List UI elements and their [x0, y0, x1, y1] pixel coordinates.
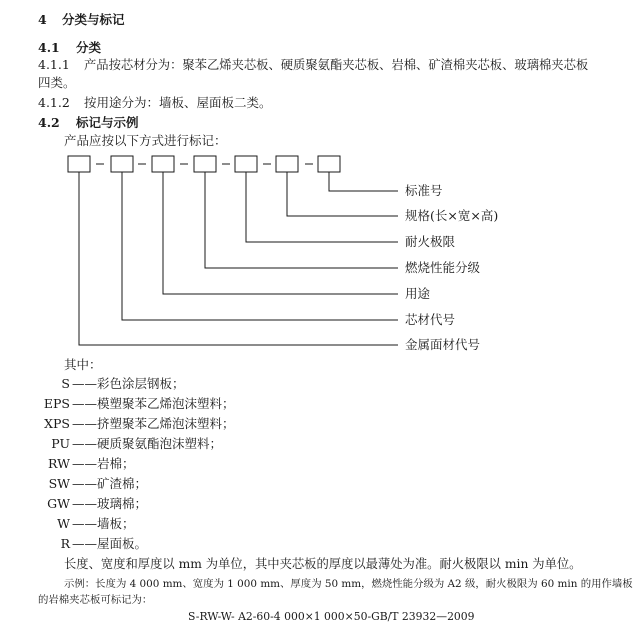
clause-4-1-2-text: 按用途分为：墙板、屋面板二类。	[84, 95, 272, 110]
mark-box-6	[276, 156, 298, 172]
subsection-4-2-number: 4.2	[38, 115, 60, 130]
code-term: XPS	[44, 416, 70, 431]
code-term: EPS	[43, 396, 70, 411]
code-description: ——模塑聚苯乙烯泡沫塑料；	[72, 396, 235, 411]
code-description: ——硬质聚氨酯泡沫塑料；	[72, 436, 223, 451]
label-metal-code: 金属面材代号	[405, 337, 481, 352]
where-label: 其中：	[64, 357, 102, 372]
mark-box-3	[152, 156, 174, 172]
section-title: 分类与标记	[62, 12, 125, 27]
clause-4-1-1-line2: 四类。	[38, 75, 76, 90]
example-line-1: 示例：长度为 4 000 mm、宽度为 1 000 mm、厚度为 50 mm，燃烧性能分级为 A2 级，耐火极限为 60 min 的用作墙板	[64, 578, 633, 590]
leader-combustion	[205, 172, 398, 268]
mark-box-4	[194, 156, 216, 172]
code-term: W	[57, 516, 70, 531]
example-line-2: 的岩棉夹芯板可标记为：	[38, 594, 153, 606]
code-term: S	[61, 376, 70, 391]
leader-usage	[163, 172, 398, 294]
code-description: ——彩色涂层钢板；	[72, 376, 185, 391]
marking-intro: 产品应按以下方式进行标记：	[64, 133, 227, 148]
code-description: ——屋面板。	[72, 536, 148, 551]
units-note: 长度、宽度和厚度以 mm 为单位，其中夹芯板的厚度以最薄处为准。耐火极限以 min 为单位。	[64, 557, 582, 571]
label-fire-resistance: 耐火极限	[405, 234, 456, 249]
mark-box-2	[111, 156, 133, 172]
code-description: ——墙板；	[72, 516, 135, 531]
clause-4-1-2-number: 4.1.2	[38, 95, 70, 110]
subsection-4-1-number: 4.1	[38, 40, 60, 55]
code-term: RW	[48, 456, 70, 471]
label-usage: 用途	[405, 286, 431, 301]
code-description: ——挤塑聚苯乙烯泡沫塑料；	[72, 416, 235, 431]
code-description: ——玻璃棉；	[72, 496, 148, 511]
mark-box-5	[235, 156, 257, 172]
leader-standard	[329, 172, 398, 191]
example-marking: S-RW-W- A2-60-4 000×1 000×50-GB/T 23932—2009	[188, 610, 475, 623]
leader-fire	[246, 172, 398, 242]
mark-box-7	[318, 156, 340, 172]
code-term: R	[60, 536, 70, 551]
code-description: ——矿渣棉；	[72, 476, 148, 491]
clause-4-1-1-number: 4.1.1	[38, 57, 70, 72]
section-number: 4	[38, 12, 47, 27]
label-specification: 规格(长×宽×高)	[405, 208, 499, 223]
label-standard-number: 标准号	[405, 183, 443, 198]
code-term: PU	[51, 436, 70, 451]
code-term: GW	[47, 496, 70, 511]
leader-spec	[287, 172, 398, 216]
mark-box-1	[68, 156, 90, 172]
label-core-code: 芯材代号	[405, 312, 456, 327]
subsection-4-1-title: 分类	[76, 40, 102, 55]
code-term: SW	[48, 476, 70, 491]
label-combustion-class: 燃烧性能分级	[405, 260, 481, 275]
leader-metal	[79, 172, 398, 345]
code-description: ——岩棉；	[72, 456, 135, 471]
clause-4-1-1-line1: 产品按芯材分为：聚苯乙烯夹芯板、硬质聚氨酯夹芯板、岩棉、矿渣棉夹芯板、玻璃棉夹芯板	[84, 58, 589, 72]
subsection-4-2-title: 标记与示例	[76, 115, 139, 130]
